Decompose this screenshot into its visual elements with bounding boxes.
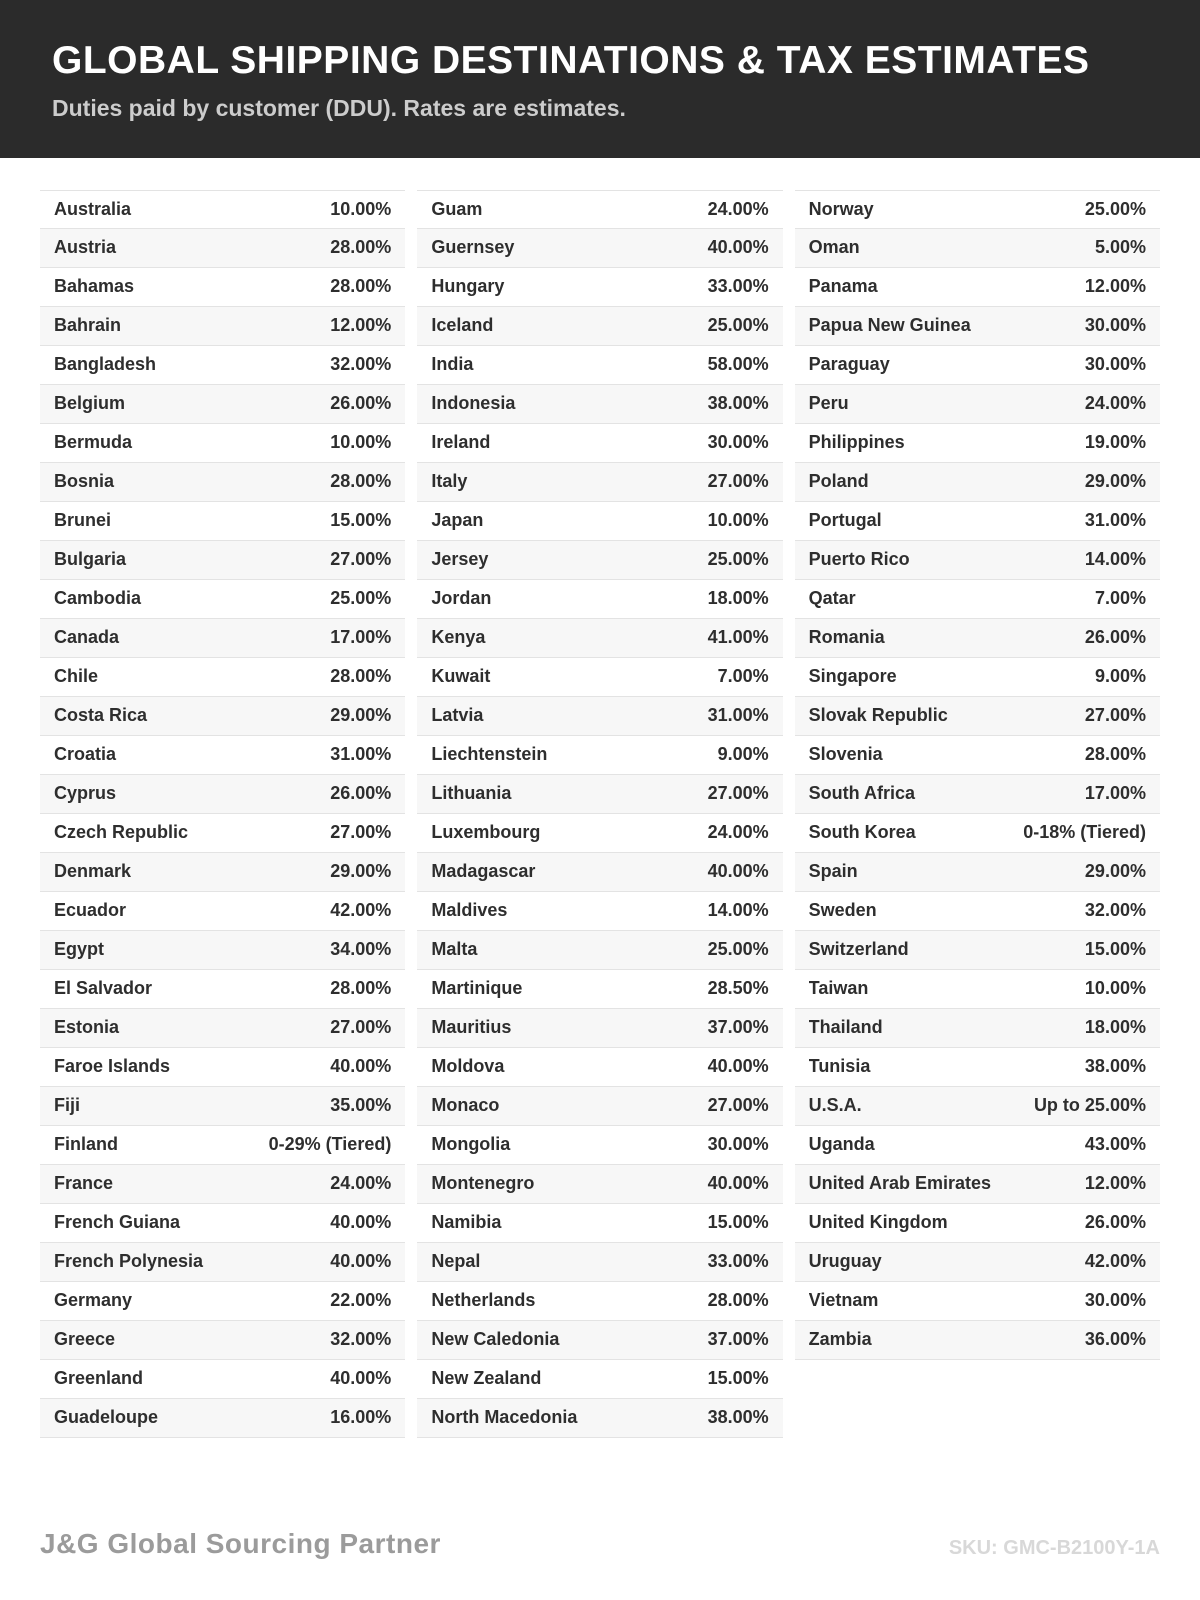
rate-row	[40, 307, 405, 346]
rate-row	[417, 697, 782, 736]
rate-row	[417, 385, 782, 424]
rate-row	[795, 190, 1160, 229]
tax-rate: 40.00%	[330, 1368, 392, 1389]
country-name: Guadeloupe	[54, 1407, 159, 1428]
country-name: Kuwait	[431, 666, 491, 687]
tax-rate: 15.00%	[707, 1368, 769, 1389]
tax-rate: 7.00%	[717, 666, 769, 687]
tax-rate: 14.00%	[707, 900, 769, 921]
tax-rate: 27.00%	[707, 1095, 769, 1116]
tax-rate: 17.00%	[1084, 783, 1146, 804]
rate-row	[417, 970, 782, 1009]
tax-rate: 18.00%	[707, 588, 769, 609]
country-name: Japan	[431, 510, 484, 531]
tax-rate: 38.00%	[1084, 1056, 1146, 1077]
country-name: Austria	[54, 237, 117, 258]
country-name: Singapore	[808, 666, 897, 687]
rate-row	[417, 775, 782, 814]
rate-row	[795, 775, 1160, 814]
tax-rate: 30.00%	[1084, 354, 1146, 375]
country-name: Netherlands	[431, 1290, 536, 1311]
rate-row	[40, 190, 405, 229]
country-name: Paraguay	[808, 354, 890, 375]
country-name: Luxembourg	[431, 822, 541, 843]
brand-name: J&G Global Sourcing Partner	[40, 1528, 441, 1559]
country-name: Poland	[808, 471, 869, 492]
rate-row	[795, 853, 1160, 892]
country-name: Bahrain	[54, 315, 122, 336]
country-name: Vietnam	[808, 1290, 879, 1311]
country-name: Sweden	[808, 900, 877, 921]
country-name: South Korea	[808, 822, 916, 843]
rate-row	[417, 1087, 782, 1126]
rate-row	[40, 580, 405, 619]
country-name: Bangladesh	[54, 354, 157, 375]
tax-rate: 18.00%	[1084, 1017, 1146, 1038]
tax-rate: 24.00%	[330, 1173, 392, 1194]
country-name: Finland	[54, 1134, 118, 1155]
tax-rate: 15.00%	[330, 510, 392, 531]
country-name: Guam	[431, 198, 483, 219]
rate-row	[40, 502, 405, 541]
tax-rate: 15.00%	[1084, 939, 1146, 960]
tax-rate: 10.00%	[330, 198, 392, 219]
country-name: Taiwan	[808, 978, 869, 999]
country-name: Philippines	[808, 432, 905, 453]
country-name: North Macedonia	[431, 1407, 578, 1428]
country-name: France	[54, 1173, 114, 1194]
tax-rate: 24.00%	[707, 822, 769, 843]
rate-row	[795, 1087, 1160, 1126]
country-name: Greece	[54, 1329, 116, 1350]
country-name: Fiji	[54, 1095, 80, 1116]
rate-row	[795, 970, 1160, 1009]
country-name: Papua New Guinea	[808, 315, 971, 336]
country-name: Namibia	[431, 1212, 502, 1233]
rate-row	[795, 1009, 1160, 1048]
country-name: Estonia	[54, 1017, 120, 1038]
tax-rate: 30.00%	[707, 432, 769, 453]
country-name: Bahamas	[54, 276, 135, 297]
tax-rate: 40.00%	[707, 1056, 769, 1077]
rate-row	[795, 1048, 1160, 1087]
rate-row	[40, 697, 405, 736]
tax-rate: 12.00%	[1084, 1173, 1146, 1194]
country-name: Maldives	[431, 900, 508, 921]
country-name: Uganda	[808, 1134, 875, 1155]
country-name: Indonesia	[431, 393, 516, 414]
country-name: Panama	[808, 276, 878, 297]
rate-row	[417, 502, 782, 541]
tax-rate: 14.00%	[1084, 549, 1146, 570]
country-name: Uruguay	[808, 1251, 882, 1272]
country-name: Bulgaria	[54, 549, 127, 570]
country-name: Bosnia	[54, 471, 115, 492]
tax-rate: 0-29% (Tiered)	[268, 1134, 392, 1155]
tax-rate: 10.00%	[330, 432, 392, 453]
rate-row	[40, 1360, 405, 1399]
tax-rate: 19.00%	[1084, 432, 1146, 453]
country-name: Norway	[808, 198, 874, 219]
rate-row	[417, 1321, 782, 1360]
tax-rate: 28.00%	[330, 276, 392, 297]
tax-rate: 5.00%	[1094, 237, 1146, 258]
tax-rate: 33.00%	[707, 1251, 769, 1272]
country-name: Denmark	[54, 861, 132, 882]
rate-row	[795, 931, 1160, 970]
country-name: French Polynesia	[54, 1251, 204, 1272]
rate-row	[40, 1243, 405, 1282]
country-name: Canada	[54, 627, 120, 648]
tax-rate: 25.00%	[707, 315, 769, 336]
country-name: Switzerland	[808, 939, 909, 960]
country-name: South Africa	[808, 783, 915, 804]
tax-rate: 25.00%	[330, 588, 392, 609]
rate-row	[795, 502, 1160, 541]
country-name: Jersey	[431, 549, 489, 570]
rate-row	[40, 268, 405, 307]
tax-rate: 12.00%	[1084, 276, 1146, 297]
rate-row	[417, 814, 782, 853]
tax-rate: 37.00%	[707, 1329, 769, 1350]
rate-row	[40, 853, 405, 892]
country-name: Bermuda	[54, 432, 133, 453]
country-name: Faroe Islands	[54, 1056, 171, 1077]
country-name: Lithuania	[431, 783, 512, 804]
country-name: Latvia	[431, 705, 484, 726]
rate-row	[417, 541, 782, 580]
rates-table	[0, 158, 1200, 1438]
rate-row	[40, 385, 405, 424]
country-name: Monaco	[431, 1095, 500, 1116]
tax-rate: 17.00%	[330, 627, 392, 648]
tax-rate: 30.00%	[707, 1134, 769, 1155]
rate-row	[417, 1048, 782, 1087]
rate-row	[795, 814, 1160, 853]
tax-rate: 29.00%	[1084, 471, 1146, 492]
country-name: Guernsey	[431, 237, 515, 258]
tax-rate: 26.00%	[330, 783, 392, 804]
tax-rate: 40.00%	[330, 1251, 392, 1272]
rate-row	[40, 970, 405, 1009]
tax-rate: 26.00%	[1084, 1212, 1146, 1233]
rate-row	[417, 1165, 782, 1204]
tax-rate: 9.00%	[717, 744, 769, 765]
tax-rate: 27.00%	[330, 1017, 392, 1038]
tax-rate: 29.00%	[330, 705, 392, 726]
tax-rate: Up to 25.00%	[1033, 1095, 1146, 1116]
rate-row	[40, 346, 405, 385]
tax-rate: 32.00%	[1084, 900, 1146, 921]
country-name: Nepal	[431, 1251, 481, 1272]
rate-row	[417, 736, 782, 775]
rate-row	[795, 736, 1160, 775]
country-name: Greenland	[54, 1368, 144, 1389]
tax-rate: 27.00%	[707, 783, 769, 804]
country-name: Puerto Rico	[808, 549, 910, 570]
rate-row	[40, 931, 405, 970]
tax-rate: 26.00%	[330, 393, 392, 414]
header	[0, 0, 1200, 158]
rate-row	[795, 463, 1160, 502]
rate-row	[40, 463, 405, 502]
country-name: French Guiana	[54, 1212, 181, 1233]
country-name: Slovak Republic	[808, 705, 948, 726]
rate-row	[417, 424, 782, 463]
rates-column-1	[40, 190, 405, 1438]
tax-rate: 43.00%	[1084, 1134, 1146, 1155]
tax-rate: 41.00%	[707, 627, 769, 648]
rate-row	[795, 1321, 1160, 1360]
tax-rate: 0-18% (Tiered)	[1023, 822, 1146, 843]
country-name: Italy	[431, 471, 468, 492]
tax-rate: 26.00%	[1084, 627, 1146, 648]
country-name: India	[431, 354, 474, 375]
tax-rate: 36.00%	[1084, 1329, 1146, 1350]
footer	[40, 1528, 1160, 1560]
rate-row	[417, 1360, 782, 1399]
rate-row	[417, 892, 782, 931]
rate-row	[795, 385, 1160, 424]
country-name: Ecuador	[54, 900, 127, 921]
country-name: Kenya	[431, 627, 486, 648]
country-name: Montenegro	[431, 1173, 535, 1194]
country-name: Portugal	[808, 510, 882, 531]
tax-rate: 22.00%	[330, 1290, 392, 1311]
sku-label: SKU: GMC-B2100Y-1A	[948, 1537, 1160, 1559]
rate-row	[40, 775, 405, 814]
country-name: Romania	[808, 627, 885, 648]
country-name: Malta	[431, 939, 478, 960]
rate-row	[795, 1126, 1160, 1165]
country-name: Hungary	[431, 276, 505, 297]
tax-rate: 40.00%	[707, 861, 769, 882]
country-name: Cambodia	[54, 588, 142, 609]
tax-rate: 12.00%	[330, 315, 392, 336]
rate-row	[795, 268, 1160, 307]
tax-rate: 42.00%	[330, 900, 392, 921]
country-name: Iceland	[431, 315, 494, 336]
rate-row	[795, 424, 1160, 463]
tax-rate: 9.00%	[1094, 666, 1146, 687]
tax-rate: 29.00%	[1084, 861, 1146, 882]
rate-row	[417, 853, 782, 892]
rate-row	[417, 346, 782, 385]
rate-row	[417, 1399, 782, 1438]
rate-row	[795, 658, 1160, 697]
country-name: Peru	[808, 393, 849, 414]
rate-row	[40, 1087, 405, 1126]
page-subtitle: Duties paid by customer (DDU). Rates are estimates.	[52, 94, 626, 121]
tax-rate: 40.00%	[330, 1056, 392, 1077]
country-name: Germany	[54, 1290, 133, 1311]
tax-rate: 32.00%	[330, 1329, 392, 1350]
country-name: Belgium	[54, 393, 126, 414]
country-name: United Arab Emirates	[808, 1173, 992, 1194]
tax-rate: 28.00%	[1084, 744, 1146, 765]
rate-row	[40, 892, 405, 931]
country-name: Slovenia	[808, 744, 883, 765]
rate-row	[795, 1165, 1160, 1204]
rate-row	[40, 736, 405, 775]
country-name: Czech Republic	[54, 822, 189, 843]
rate-row	[417, 190, 782, 229]
country-name: Tunisia	[808, 1056, 871, 1077]
country-name: Croatia	[54, 744, 117, 765]
country-name: Brunei	[54, 510, 112, 531]
rate-row	[417, 931, 782, 970]
page-title: GLOBAL SHIPPING DESTINATIONS & TAX ESTIMATES	[52, 39, 1090, 82]
rate-row	[795, 892, 1160, 931]
tax-rate: 7.00%	[1094, 588, 1146, 609]
country-name: Ireland	[431, 432, 491, 453]
country-name: Qatar	[808, 588, 856, 609]
tax-rate: 30.00%	[1084, 1290, 1146, 1311]
rate-row	[795, 697, 1160, 736]
rate-row	[417, 307, 782, 346]
rate-row	[40, 541, 405, 580]
country-name: Oman	[808, 237, 860, 258]
tax-rate: 25.00%	[707, 549, 769, 570]
rate-row	[795, 1243, 1160, 1282]
rate-row	[417, 658, 782, 697]
rate-row	[40, 814, 405, 853]
rate-row	[40, 1009, 405, 1048]
rate-row	[40, 1126, 405, 1165]
tax-rate: 15.00%	[707, 1212, 769, 1233]
country-name: New Zealand	[431, 1368, 542, 1389]
tax-rate: 28.00%	[330, 471, 392, 492]
rate-row	[40, 1048, 405, 1087]
tax-rate: 25.00%	[1084, 198, 1146, 219]
country-name: Liechtenstein	[431, 744, 548, 765]
tax-rate: 16.00%	[330, 1407, 392, 1428]
tax-rate: 42.00%	[1084, 1251, 1146, 1272]
tax-rate: 24.00%	[1084, 393, 1146, 414]
rate-row	[40, 658, 405, 697]
tax-rate: 28.00%	[330, 237, 392, 258]
tax-rate: 28.50%	[707, 978, 769, 999]
tax-rate: 32.00%	[330, 354, 392, 375]
rate-row	[40, 1165, 405, 1204]
country-name: Australia	[54, 198, 132, 219]
tax-rate: 27.00%	[1084, 705, 1146, 726]
tax-rate: 40.00%	[707, 1173, 769, 1194]
tax-rate: 40.00%	[330, 1212, 392, 1233]
tax-rate: 37.00%	[707, 1017, 769, 1038]
tax-rate: 25.00%	[707, 939, 769, 960]
rates-column-3	[795, 190, 1160, 1360]
tax-rate: 30.00%	[1084, 315, 1146, 336]
rate-row	[795, 580, 1160, 619]
country-name: Cyprus	[54, 783, 117, 804]
country-name: Mauritius	[431, 1017, 512, 1038]
rate-row	[795, 1282, 1160, 1321]
country-name: Martinique	[431, 978, 523, 999]
tax-rate: 35.00%	[330, 1095, 392, 1116]
country-name: El Salvador	[54, 978, 153, 999]
tax-rate: 27.00%	[707, 471, 769, 492]
country-name: Mongolia	[431, 1134, 511, 1155]
tax-rate: 10.00%	[1084, 978, 1146, 999]
tax-rate: 27.00%	[330, 549, 392, 570]
tax-rate: 27.00%	[330, 822, 392, 843]
country-name: Moldova	[431, 1056, 505, 1077]
tax-rate: 28.00%	[330, 978, 392, 999]
country-name: Costa Rica	[54, 705, 148, 726]
rate-row	[795, 541, 1160, 580]
rate-row	[417, 1282, 782, 1321]
tax-rate: 24.00%	[707, 198, 769, 219]
country-name: Jordan	[431, 588, 492, 609]
rate-row	[417, 1243, 782, 1282]
rate-row	[795, 1204, 1160, 1243]
rate-row	[417, 1126, 782, 1165]
rate-row	[40, 424, 405, 463]
country-name: New Caledonia	[431, 1329, 560, 1350]
rate-row	[417, 1009, 782, 1048]
rate-row	[417, 1204, 782, 1243]
rate-row	[795, 619, 1160, 658]
rates-column-2	[417, 190, 782, 1438]
rate-row	[795, 346, 1160, 385]
tax-rate: 33.00%	[707, 276, 769, 297]
tax-rate: 31.00%	[707, 705, 769, 726]
rate-row	[417, 268, 782, 307]
rate-row	[795, 229, 1160, 268]
tax-rate: 10.00%	[707, 510, 769, 531]
tax-rate: 40.00%	[707, 237, 769, 258]
tax-rate: 28.00%	[330, 666, 392, 687]
tax-rate: 34.00%	[330, 939, 392, 960]
rate-row	[417, 580, 782, 619]
tax-rate: 31.00%	[330, 744, 392, 765]
country-name: Thailand	[808, 1017, 883, 1038]
rate-row	[417, 229, 782, 268]
tax-rate: 58.00%	[707, 354, 769, 375]
country-name: Egypt	[54, 939, 105, 960]
country-name: United Kingdom	[808, 1212, 948, 1233]
country-name: Madagascar	[431, 861, 536, 882]
rate-row	[40, 1321, 405, 1360]
rate-row	[40, 619, 405, 658]
rate-row	[795, 307, 1160, 346]
tax-rate: 28.00%	[707, 1290, 769, 1311]
country-name: U.S.A.	[808, 1095, 862, 1116]
tax-rate: 38.00%	[707, 1407, 769, 1428]
country-name: Chile	[54, 666, 99, 687]
rate-row	[417, 619, 782, 658]
country-name: Zambia	[808, 1329, 872, 1350]
tax-rate: 31.00%	[1084, 510, 1146, 531]
rate-row	[40, 229, 405, 268]
rate-row	[40, 1399, 405, 1438]
country-name: Spain	[808, 861, 858, 882]
tax-rate: 38.00%	[707, 393, 769, 414]
rate-row	[40, 1204, 405, 1243]
rate-row	[417, 463, 782, 502]
rate-row	[40, 1282, 405, 1321]
tax-rate: 29.00%	[330, 861, 392, 882]
